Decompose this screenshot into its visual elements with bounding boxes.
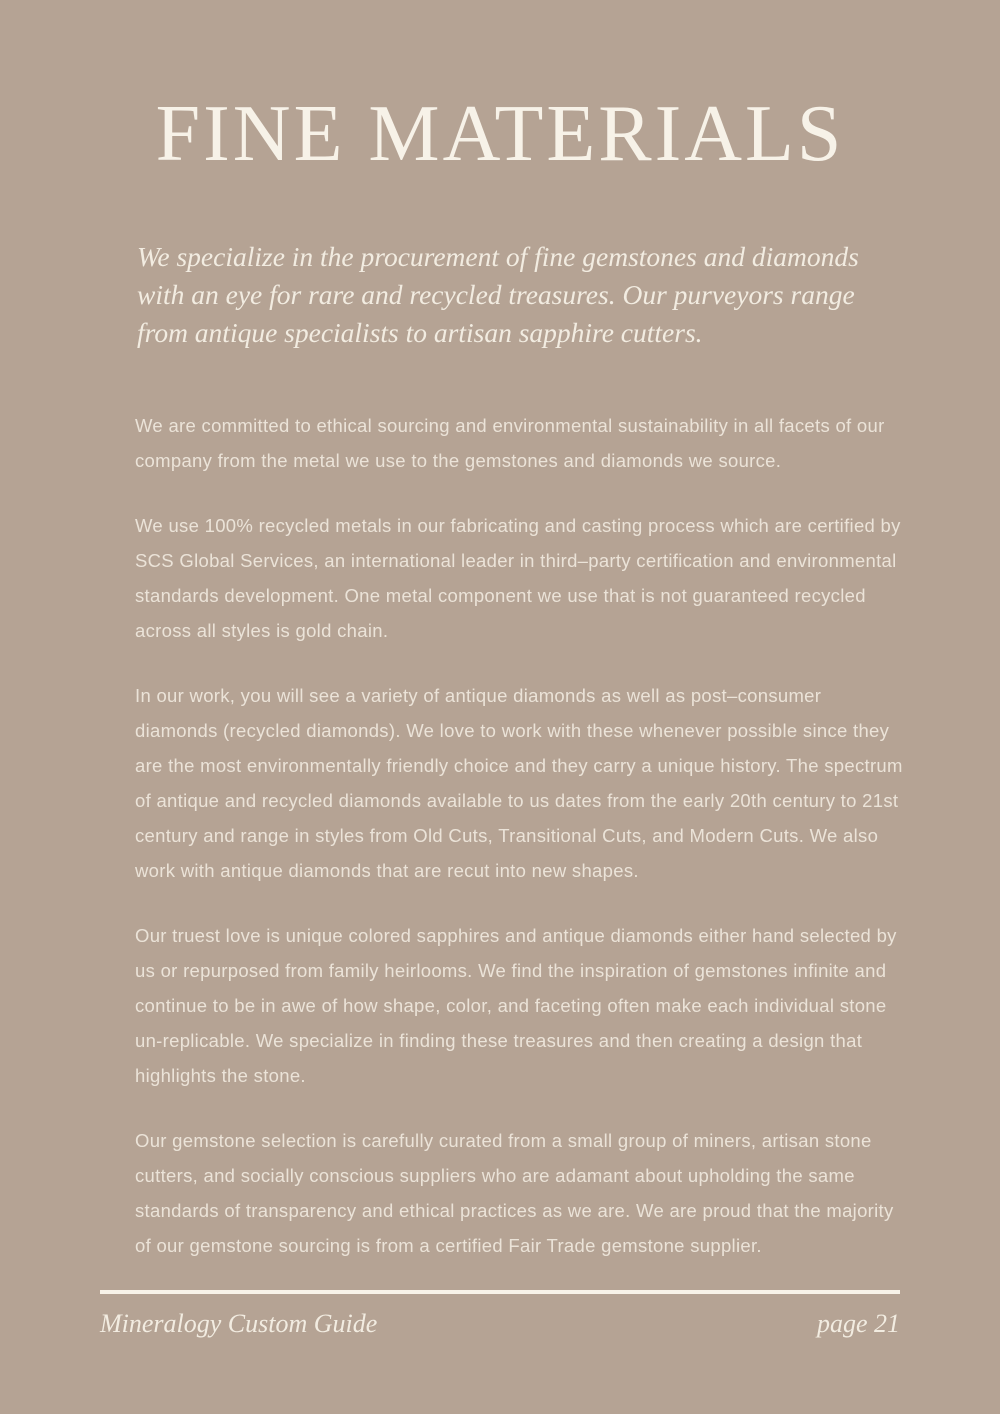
footer-divider — [100, 1290, 900, 1294]
body-paragraph: We use 100% recycled metals in our fabricating and casting process which are certified by SCS Global Services, an international leader in third–party certification and environmental standards development. One metal component we use that is not guaranteed recycled across all styles is gold chain. — [135, 515, 901, 641]
body-paragraph: Our gemstone selection is carefully curated from a small group of miners, artisan stone cutters, and socially conscious suppliers who are adamant about upholding the same standards of transparency and ethical practices as we are. We are proud that the majority of our gemstone sourcing is from a certified Fair Trade gemstone supplier. — [135, 1130, 894, 1256]
page-title: FINE MATERIALS — [155, 90, 845, 178]
body-copy — [135, 408, 905, 1263]
body-paragraph: We are committed to ethical sourcing and environmental sustainability in all facets of our company from the metal we use to the gemstones and diamonds we source. — [135, 415, 885, 471]
body-paragraph: In our work, you will see a variety of antique diamonds as well as post–consumer diamonds (recycled diamonds). We love to work with these whenever possible since they are the most environmentally friendly choice and they carry a unique history. The spectrum of antique and recycled diamonds available to us dates from the early 20th century to 21st century and range in styles from Old Cuts, Transitional Cuts, and Modern Cuts. We also work with antique diamonds that are recut into new shapes. — [135, 685, 903, 881]
intro-paragraph: We specialize in the procurement of fine gemstones and diamonds with an eye for rare and recycled treasures. Our purveyors range from antique specialists to artisan sapphire cutters. — [137, 241, 859, 348]
body-paragraph: Our truest love is unique colored sapphires and antique diamonds either hand selected by us or repurposed from family heirlooms. We find the inspiration of gemstones infinite and continue to be in awe of how shape, color, and faceting often make each individual stone un-replicable. We specialize in finding these treasures and then creating a design that highlights the stone. — [135, 925, 897, 1086]
footer-row — [100, 1309, 900, 1339]
page-footer — [100, 1290, 900, 1339]
footer-doc-title: Mineralogy Custom Guide — [100, 1309, 378, 1338]
footer-page-number: page 21 — [816, 1309, 900, 1338]
